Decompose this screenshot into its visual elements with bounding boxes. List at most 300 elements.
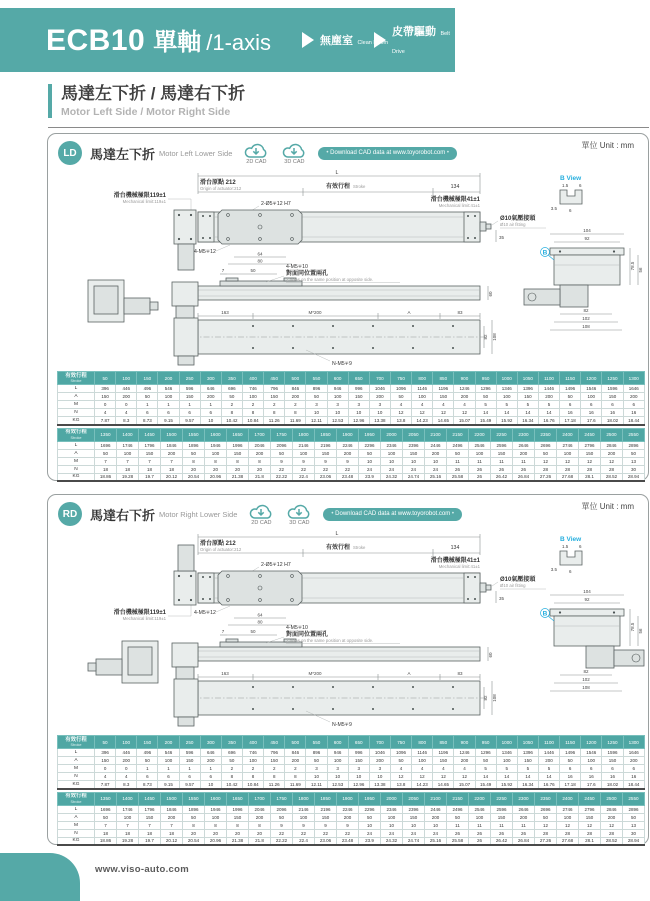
stroke-spec-table xyxy=(57,371,645,426)
spec-value: 996 xyxy=(348,749,369,757)
spec-value: 150 xyxy=(95,393,116,401)
spec-value: 200 xyxy=(454,757,475,765)
stroke-col-header: 1350 xyxy=(95,792,117,805)
spec-value: 8 xyxy=(242,773,263,781)
spec-value: 24 xyxy=(381,465,403,473)
spec-value: 8 xyxy=(264,773,285,781)
spec-value: 200 xyxy=(337,449,359,457)
top-view xyxy=(174,210,491,270)
spec-value: 2196 xyxy=(315,441,337,449)
spec-value: 12 xyxy=(412,773,433,781)
spec-value: 7.87 xyxy=(95,417,116,425)
spec-value: 2 xyxy=(264,401,285,409)
spec-value: 16.34 xyxy=(517,781,538,789)
spec-value: 5 xyxy=(475,401,496,409)
svg-text:104: 104 xyxy=(583,228,591,233)
spec-value: 2246 xyxy=(337,805,359,813)
spec-value: 2546 xyxy=(469,805,491,813)
spec-value: 8 xyxy=(285,409,306,417)
row-label: M xyxy=(58,401,95,409)
spec-value: 9 xyxy=(337,457,359,465)
stroke-col-header: 2400 xyxy=(557,428,579,441)
spec-value: 9.15 xyxy=(158,781,179,789)
product-model: ECB10 xyxy=(46,24,146,57)
product-title-en: /1-axis xyxy=(206,30,272,55)
spec-value: 50 xyxy=(475,393,496,401)
spec-value: 200 xyxy=(601,449,623,457)
svg-text:50: 50 xyxy=(250,268,256,273)
spec-value: 26.84 xyxy=(513,473,535,481)
spec-value: 12 xyxy=(433,409,454,417)
stroke-col-header: 2250 xyxy=(491,428,513,441)
spec-value: 1 xyxy=(200,765,221,773)
spec-value: 13.38 xyxy=(369,417,390,425)
footer-url: www.viso-auto.com xyxy=(95,864,189,875)
spec-value: 50 xyxy=(95,813,117,821)
spec-value: 28.52 xyxy=(601,837,623,845)
spec-value: 22 xyxy=(271,829,293,837)
cad-3d-download[interactable] xyxy=(280,142,308,165)
spec-value: 20.12 xyxy=(161,837,183,845)
spec-value: 200 xyxy=(425,813,447,821)
spec-value: 150 xyxy=(348,757,369,765)
unit-label: 單位 Unit : mm xyxy=(581,502,634,511)
spec-value: 8.3 xyxy=(116,417,137,425)
technical-drawing-ld xyxy=(48,168,648,368)
spec-value: 20.54 xyxy=(183,473,205,481)
stroke-col-header: 1650 xyxy=(227,428,249,441)
stroke-col-header: 1600 xyxy=(205,428,227,441)
spec-value: 150 xyxy=(579,449,601,457)
spec-value: 1596 xyxy=(602,385,623,393)
svg-text:64: 64 xyxy=(257,612,263,618)
spec-value: 18 xyxy=(117,829,139,837)
spec-value: 28 xyxy=(557,465,579,473)
svg-text:對面同位置兩孔: 對面同位置兩孔 xyxy=(286,632,329,638)
spec-value: 27.68 xyxy=(557,837,579,845)
svg-text:對面同位置兩孔: 對面同位置兩孔 xyxy=(286,271,329,277)
spec-value: 4 xyxy=(454,765,475,773)
download-cad-button[interactable]: • Download CAD data at www.toyorobot.com • xyxy=(318,147,457,160)
spec-value: 2596 xyxy=(491,441,513,449)
spec-value: 16.76 xyxy=(538,417,559,425)
spec-value: 2546 xyxy=(469,441,491,449)
spec-value: 5 xyxy=(538,765,559,773)
spec-value: 2346 xyxy=(381,441,403,449)
svg-text:滑台原點 212: 滑台原點 212 xyxy=(200,180,236,186)
spec-value: 1746 xyxy=(117,805,139,813)
spec-value: 50 xyxy=(447,813,469,821)
panel-title-en: Motor Left Lower Side xyxy=(159,148,233,158)
spec-value: 18.44 xyxy=(623,781,644,789)
spec-value: 2 xyxy=(242,401,263,409)
cad-3d-download[interactable] xyxy=(285,503,313,526)
spec-value: 16 xyxy=(581,773,602,781)
stroke-col-header: 600 xyxy=(327,372,348,385)
spec-value: 150 xyxy=(517,757,538,765)
spec-value: 6 xyxy=(179,773,200,781)
spec-value: 2 xyxy=(221,401,242,409)
stroke-col-header: 750 xyxy=(390,372,411,385)
spec-value: 11.26 xyxy=(264,417,285,425)
spec-value: 10 xyxy=(369,773,390,781)
top-view xyxy=(174,545,491,605)
spec-value: 8 xyxy=(183,821,205,829)
stroke-col-header: 1250 xyxy=(602,736,623,749)
badge-belt-drive xyxy=(374,22,455,58)
spec-value: 26 xyxy=(469,837,491,845)
spec-value: 26 xyxy=(491,829,513,837)
spec-value: 9 xyxy=(293,821,315,829)
spec-value: 15.92 xyxy=(496,781,517,789)
spec-value: 150 xyxy=(433,757,454,765)
stroke-col-header: 950 xyxy=(475,372,496,385)
spec-value: 12 xyxy=(390,409,411,417)
svg-text:60: 60 xyxy=(488,291,493,297)
spec-value: 100 xyxy=(242,393,263,401)
spec-value: 150 xyxy=(227,449,249,457)
svg-text:108: 108 xyxy=(492,333,497,341)
spec-value: 50 xyxy=(306,757,327,765)
spec-value: 1196 xyxy=(433,385,454,393)
spec-value: 16 xyxy=(581,409,602,417)
spec-value: 19.7 xyxy=(139,473,161,481)
cloud-download-icon xyxy=(285,503,313,521)
svg-text:滑台原點 212: 滑台原點 212 xyxy=(200,541,236,547)
spec-value: 13 xyxy=(623,821,645,829)
spec-value: 24 xyxy=(403,829,425,837)
stroke-col-header: 150 xyxy=(137,736,158,749)
svg-text:108: 108 xyxy=(582,324,590,329)
spec-value: 4 xyxy=(454,401,475,409)
spec-value: 10 xyxy=(381,821,403,829)
spec-value: 50 xyxy=(183,813,205,821)
spec-value: 10 xyxy=(306,409,327,417)
stroke-col-header: 50 xyxy=(95,736,116,749)
svg-text:83: 83 xyxy=(457,671,463,676)
spec-value: 1146 xyxy=(412,749,433,757)
spec-value: 946 xyxy=(327,749,348,757)
spec-value: 50 xyxy=(359,449,381,457)
spec-value: 21.8 xyxy=(249,473,271,481)
stroke-col-header: 500 xyxy=(285,372,306,385)
svg-text:163: 163 xyxy=(221,310,229,315)
spec-value: 2896 xyxy=(623,805,645,813)
spec-value: 2096 xyxy=(271,805,293,813)
spec-value: 150 xyxy=(491,449,513,457)
spec-value: 18 xyxy=(139,465,161,473)
spec-value: 150 xyxy=(264,393,285,401)
spec-value: 50 xyxy=(560,757,581,765)
spec-value: 16 xyxy=(623,409,644,417)
spec-value: 1246 xyxy=(454,385,475,393)
spec-value: 28 xyxy=(601,465,623,473)
svg-text:L: L xyxy=(335,170,339,176)
spec-value: 100 xyxy=(158,393,179,401)
spec-value: 14.65 xyxy=(433,781,454,789)
spec-value: 2646 xyxy=(513,441,535,449)
spec-value: 1846 xyxy=(161,805,183,813)
spec-value: 15.07 xyxy=(454,781,475,789)
spec-value: 24 xyxy=(403,465,425,473)
spec-value: 1946 xyxy=(205,805,227,813)
spec-value: 22 xyxy=(315,829,337,837)
spec-value: 696 xyxy=(221,749,242,757)
spec-value: 50 xyxy=(271,449,293,457)
stroke-col-header: 2150 xyxy=(447,428,469,441)
stroke-spec-table xyxy=(57,792,645,847)
spec-value: 16 xyxy=(560,409,581,417)
spec-value: 8 xyxy=(227,821,249,829)
spec-value: 13.38 xyxy=(369,781,390,789)
download-cad-button[interactable]: • Download CAD data at www.toyorobot.com • xyxy=(323,508,462,521)
spec-value: 8 xyxy=(205,457,227,465)
spec-value: 12 xyxy=(454,773,475,781)
spec-value: 150 xyxy=(579,813,601,821)
spec-value: 22.4 xyxy=(293,473,315,481)
spec-value: 1396 xyxy=(517,749,538,757)
spec-value: 26 xyxy=(447,829,469,837)
row-label: M xyxy=(58,821,95,829)
spec-value: 2846 xyxy=(601,805,623,813)
spec-value: 50 xyxy=(221,393,242,401)
spec-value: 50 xyxy=(271,813,293,821)
spec-value: 7 xyxy=(95,821,117,829)
spec-value: 2396 xyxy=(403,805,425,813)
spec-value: 19.7 xyxy=(139,837,161,845)
spec-value: 8 xyxy=(249,821,271,829)
cloud-download-icon xyxy=(247,503,275,521)
spec-value: 200 xyxy=(601,813,623,821)
spec-value: 22.22 xyxy=(271,837,293,845)
spec-value: 23.48 xyxy=(337,837,359,845)
spec-value: 28.1 xyxy=(579,837,601,845)
stroke-col-header: 1450 xyxy=(139,792,161,805)
spec-value: 200 xyxy=(116,757,137,765)
spec-value: 10 xyxy=(200,781,221,789)
spec-value: 3 xyxy=(348,401,369,409)
svg-text:2-Ø5∓12 H7: 2-Ø5∓12 H7 xyxy=(261,201,291,207)
spec-value: 23.48 xyxy=(337,473,359,481)
spec-value: 16.76 xyxy=(538,781,559,789)
row-label: A xyxy=(58,393,95,401)
spec-value: 1346 xyxy=(496,749,517,757)
spec-value: 10 xyxy=(425,457,447,465)
spec-value: 200 xyxy=(337,813,359,821)
spec-value: 14.65 xyxy=(433,417,454,425)
spec-value: 150 xyxy=(602,757,623,765)
spec-value: 28.94 xyxy=(623,837,645,845)
section-title: 馬達左下折 / 馬達右下折 xyxy=(61,84,246,103)
spec-value: 1996 xyxy=(227,441,249,449)
spec-value: 21.38 xyxy=(227,473,249,481)
stroke-col-header: 450 xyxy=(264,736,285,749)
stroke-col-header: 2450 xyxy=(579,428,601,441)
spec-value: 50 xyxy=(183,449,205,457)
spec-value: 100 xyxy=(581,393,602,401)
spec-value: 150 xyxy=(348,393,369,401)
spec-value: 150 xyxy=(139,449,161,457)
spec-value: 12 xyxy=(557,457,579,465)
spec-value: 17.18 xyxy=(560,781,581,789)
spec-value: 1746 xyxy=(117,441,139,449)
svg-text:6: 6 xyxy=(569,208,572,213)
spec-value: 2896 xyxy=(623,441,645,449)
spec-value: 0 xyxy=(116,765,137,773)
spec-value: 1696 xyxy=(95,441,117,449)
stroke-col-header: 2050 xyxy=(403,792,425,805)
svg-text:80: 80 xyxy=(257,619,263,625)
cad-3d-label: 3D CAD xyxy=(284,158,305,165)
spec-value: 23.9 xyxy=(359,473,381,481)
spec-value: 10 xyxy=(381,457,403,465)
panel-title-cjk: 馬達左下折 xyxy=(90,146,156,162)
cad-2d-download[interactable] xyxy=(247,503,275,526)
stroke-col-header: 2350 xyxy=(535,428,557,441)
stroke-col-header: 1250 xyxy=(602,372,623,385)
spec-value: 10 xyxy=(306,773,327,781)
stroke-col-header: 2450 xyxy=(579,792,601,805)
svg-text:1.5: 1.5 xyxy=(562,183,569,188)
spec-value: 20 xyxy=(183,829,205,837)
spec-value: 200 xyxy=(369,393,390,401)
spec-value: 50 xyxy=(535,449,557,457)
spec-value: 11 xyxy=(469,457,491,465)
svg-text:6: 6 xyxy=(579,183,582,188)
spec-value: 12.53 xyxy=(327,417,348,425)
spec-value: 26 xyxy=(513,465,535,473)
stroke-col-header: 1300 xyxy=(623,736,644,749)
spec-value: 4 xyxy=(95,773,116,781)
spec-value: 2646 xyxy=(513,805,535,813)
spec-value: 696 xyxy=(221,385,242,393)
cloud-download-icon xyxy=(242,142,270,160)
stroke-col-header: 1200 xyxy=(581,372,602,385)
spec-value: 2446 xyxy=(425,441,447,449)
product-title xyxy=(46,22,271,58)
spec-value: 3 xyxy=(348,765,369,773)
spec-value: 50 xyxy=(535,813,557,821)
spec-value: 16 xyxy=(623,773,644,781)
svg-text:Ø10 air fitting: Ø10 air fitting xyxy=(500,583,526,588)
spec-value: 18.02 xyxy=(602,417,623,425)
spec-value: 10 xyxy=(425,821,447,829)
spec-value: 18.44 xyxy=(623,417,644,425)
svg-text:108: 108 xyxy=(492,694,497,702)
spec-value: 11 xyxy=(491,457,513,465)
cad-2d-download[interactable] xyxy=(242,142,270,165)
stroke-col-header: 250 xyxy=(179,372,200,385)
section-divider xyxy=(48,127,649,128)
stroke-col-header: 900 xyxy=(454,736,475,749)
stroke-col-header: 1100 xyxy=(538,372,559,385)
spec-value: 4 xyxy=(116,409,137,417)
row-label: N xyxy=(58,409,95,417)
spec-value: 6 xyxy=(602,765,623,773)
stroke-col-header: 1650 xyxy=(227,792,249,805)
stroke-col-header: 2000 xyxy=(381,792,403,805)
spec-value: 12 xyxy=(601,821,623,829)
svg-text:Stroke: Stroke xyxy=(353,184,366,189)
spec-value: 18.86 xyxy=(95,473,117,481)
spec-value: 100 xyxy=(327,757,348,765)
spec-value: 14.23 xyxy=(412,417,433,425)
spec-value: 18 xyxy=(95,829,117,837)
spec-value: 6 xyxy=(623,765,644,773)
stroke-col-header: 2000 xyxy=(381,428,403,441)
spec-value: 200 xyxy=(249,813,271,821)
spec-value: 100 xyxy=(242,757,263,765)
stroke-col-header: 250 xyxy=(179,736,200,749)
spec-value: 200 xyxy=(513,449,535,457)
spec-value: 646 xyxy=(200,385,221,393)
spec-value: 28.52 xyxy=(601,473,623,481)
stroke-col-header: 1300 xyxy=(623,372,644,385)
svg-text:L: L xyxy=(335,531,339,537)
spec-value: 17.6 xyxy=(581,781,602,789)
spec-value: 9 xyxy=(271,821,293,829)
spec-value: 1546 xyxy=(581,385,602,393)
spec-value: 24 xyxy=(425,465,447,473)
spec-value: 200 xyxy=(538,393,559,401)
spec-value: 50 xyxy=(390,757,411,765)
spec-tables xyxy=(57,371,645,484)
spec-value: 150 xyxy=(139,813,161,821)
svg-text:有效行程: 有效行程 xyxy=(325,545,350,551)
spec-value: 5 xyxy=(538,401,559,409)
spec-value: 4 xyxy=(433,765,454,773)
spec-value: 4 xyxy=(390,765,411,773)
spec-value: 1796 xyxy=(139,441,161,449)
spec-value: 150 xyxy=(403,449,425,457)
spec-value: 150 xyxy=(95,757,116,765)
spec-value: 2746 xyxy=(557,441,579,449)
spec-value: 2046 xyxy=(249,441,271,449)
stroke-col-header: 1150 xyxy=(560,736,581,749)
stroke-col-header: 900 xyxy=(454,372,475,385)
spec-value: 0 xyxy=(95,765,116,773)
spec-value: 596 xyxy=(179,749,200,757)
spec-value: 100 xyxy=(158,757,179,765)
spec-value: 2296 xyxy=(359,441,381,449)
svg-text:2-Ø5∓12 H7: 2-Ø5∓12 H7 xyxy=(261,562,291,568)
spec-value: 9 xyxy=(271,457,293,465)
stroke-col-header: 500 xyxy=(285,736,306,749)
cad-2d-label: 2D CAD xyxy=(246,158,267,165)
stroke-col-header: 300 xyxy=(200,372,221,385)
stroke-col-header: 550 xyxy=(306,372,327,385)
spec-value: 1296 xyxy=(475,749,496,757)
svg-text:Mechanical limit:119±1: Mechanical limit:119±1 xyxy=(122,616,166,621)
spec-value: 28 xyxy=(601,829,623,837)
spec-value: 3 xyxy=(369,765,390,773)
spec-value: 12 xyxy=(535,821,557,829)
stroke-col-header: 1850 xyxy=(315,428,337,441)
spec-value: 200 xyxy=(161,449,183,457)
svg-text:6: 6 xyxy=(579,544,582,549)
spec-value: 496 xyxy=(137,385,158,393)
spec-value: 10 xyxy=(200,417,221,425)
spec-value: 1546 xyxy=(581,749,602,757)
spec-value: 14 xyxy=(517,409,538,417)
b-view xyxy=(551,536,582,574)
spec-value: 10 xyxy=(359,457,381,465)
b-view xyxy=(551,175,582,213)
spec-value: 150 xyxy=(403,813,425,821)
stroke-col-header: 750 xyxy=(390,736,411,749)
stroke-col-header: 1400 xyxy=(117,428,139,441)
svg-text:有效行程: 有效行程 xyxy=(325,184,350,190)
